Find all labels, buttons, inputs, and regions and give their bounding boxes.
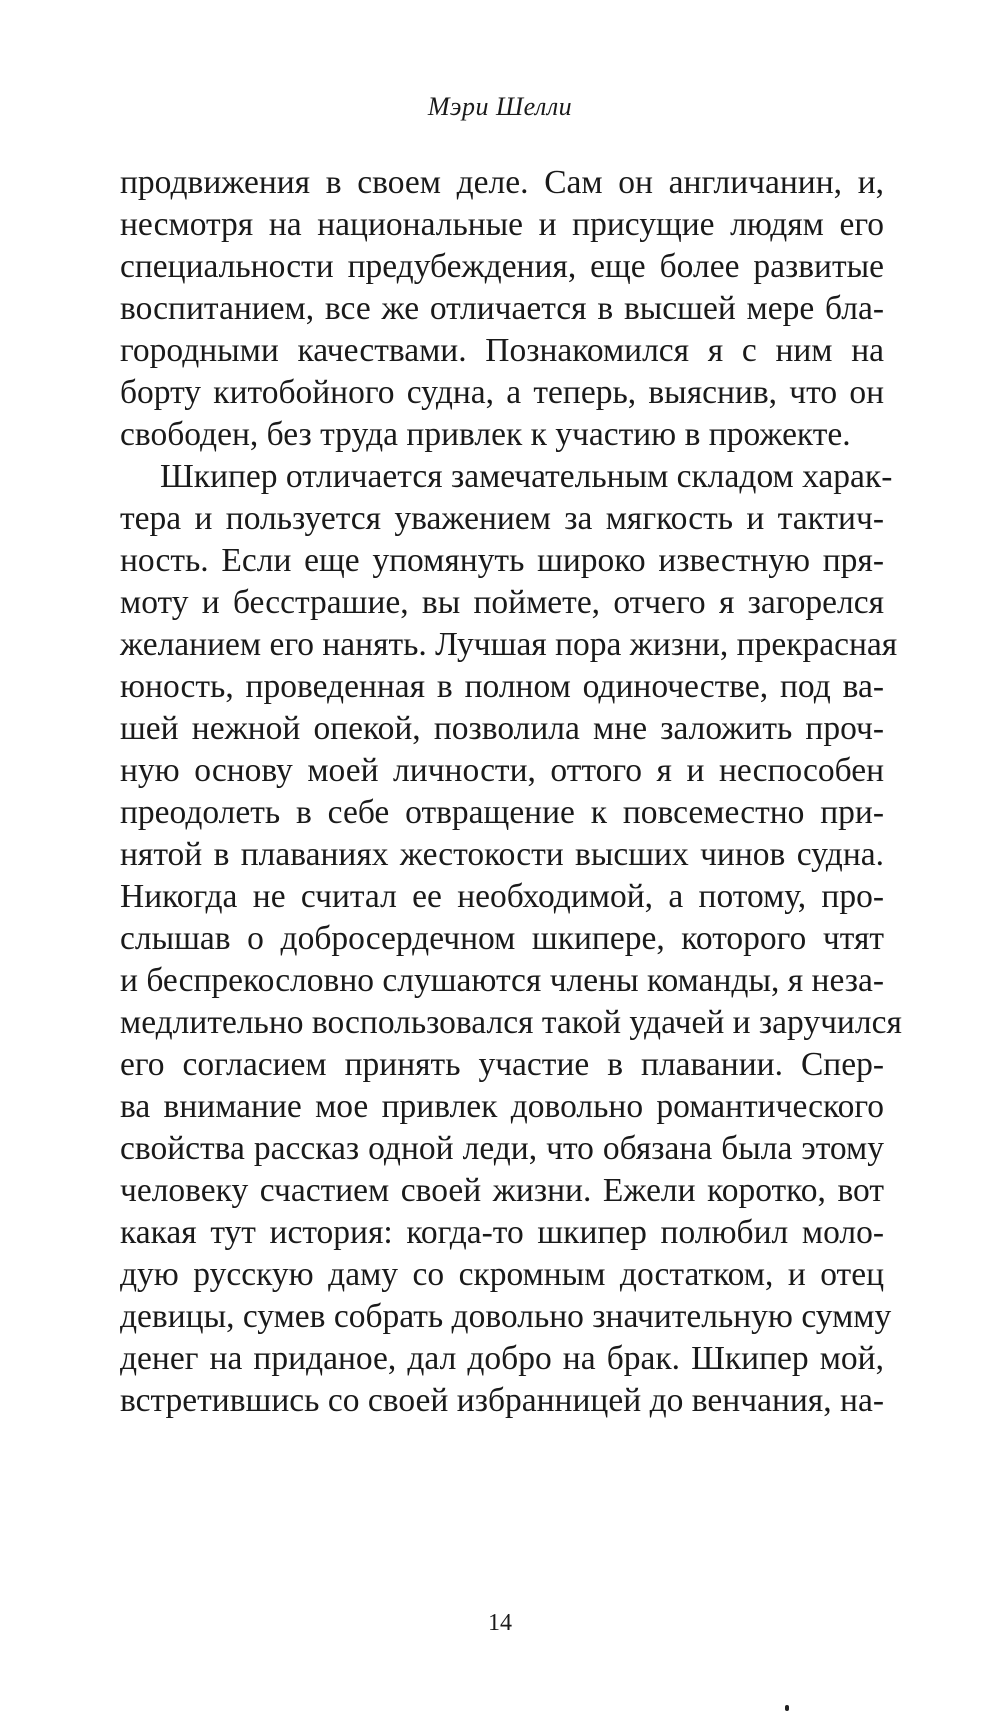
text-line: преодолеть в себе отвращение к повсеместно при- <box>120 794 884 831</box>
text-line: денег на приданое, дал добро на брак. Шкипер мой, <box>120 1340 884 1377</box>
text-line: специальности предубеждения, еще более развитые <box>120 248 884 285</box>
text-line: ва внимание мое привлек довольно романтического <box>120 1088 884 1125</box>
text-line: медлительно воспользовался такой удачей и заручился <box>120 1004 902 1041</box>
text-line: продвижения в своем деле. Сам он англичанин, и, <box>120 164 884 201</box>
text-line: слышав о добросердечном шкипере, которого чтят <box>120 920 884 957</box>
text-line: борту китобойного судна, а теперь, выяснив, что он <box>120 374 884 411</box>
text-line: нятой в плаваниях жестокости высших чинов судна. <box>120 836 884 873</box>
text-line: ную основу моей личности, оттого я и неспособен <box>120 752 884 789</box>
text-line: моту и бесстрашие, вы поймете, отчего я загорелся <box>120 584 884 621</box>
page-number: 14 <box>488 1610 512 1636</box>
text-line: встретившись со своей избранницей до венчания, на- <box>120 1382 884 1419</box>
text-line: юность, проведенная в полном одиночестве, под ва- <box>120 668 884 705</box>
text-line: девицы, сумев собрать довольно значительную сумму <box>120 1298 892 1335</box>
text-line: свойства рассказ одной леди, что обязана была этому <box>120 1130 884 1167</box>
text-line: городными качествами. Познакомился я с ним на <box>120 332 884 369</box>
running-header: Мэри Шелли <box>427 92 573 121</box>
text-line: свободен, без труда привлек к участию в прожекте. <box>120 416 851 453</box>
text-line: тера и пользуется уважением за мягкость и тактич- <box>120 500 884 537</box>
paragraph-start-line: Шкипер отличается замечательным складом харак- <box>160 458 893 495</box>
text-line: шей нежной опекой, позволила мне заложить проч- <box>120 710 884 747</box>
text-line: несмотря на национальные и присущие людям его <box>120 206 884 243</box>
scan-speck <box>785 1705 789 1711</box>
text-line: желанием его нанять. Лучшая пора жизни, прекрасная <box>120 626 898 663</box>
text-line: какая тут история: когда-то шкипер полюбил моло- <box>120 1214 884 1251</box>
text-line: дую русскую даму со скромным достатком, и отец <box>120 1256 884 1293</box>
body-text <box>120 162 902 1422</box>
text-line: ность. Если еще упомянуть широко известную пря- <box>120 542 884 579</box>
text-line: его согласием принять участие в плавании. Спер- <box>120 1046 884 1083</box>
text-line: и беспрекословно слушаются члены команды, я неза- <box>120 962 884 999</box>
text-line: Никогда не считал ее необходимой, а потому, про- <box>120 878 884 915</box>
text-line: воспитанием, все же отличается в высшей мере бла- <box>120 290 884 327</box>
text-line: человеку счастием своей жизни. Ежели коротко, вот <box>120 1172 884 1209</box>
